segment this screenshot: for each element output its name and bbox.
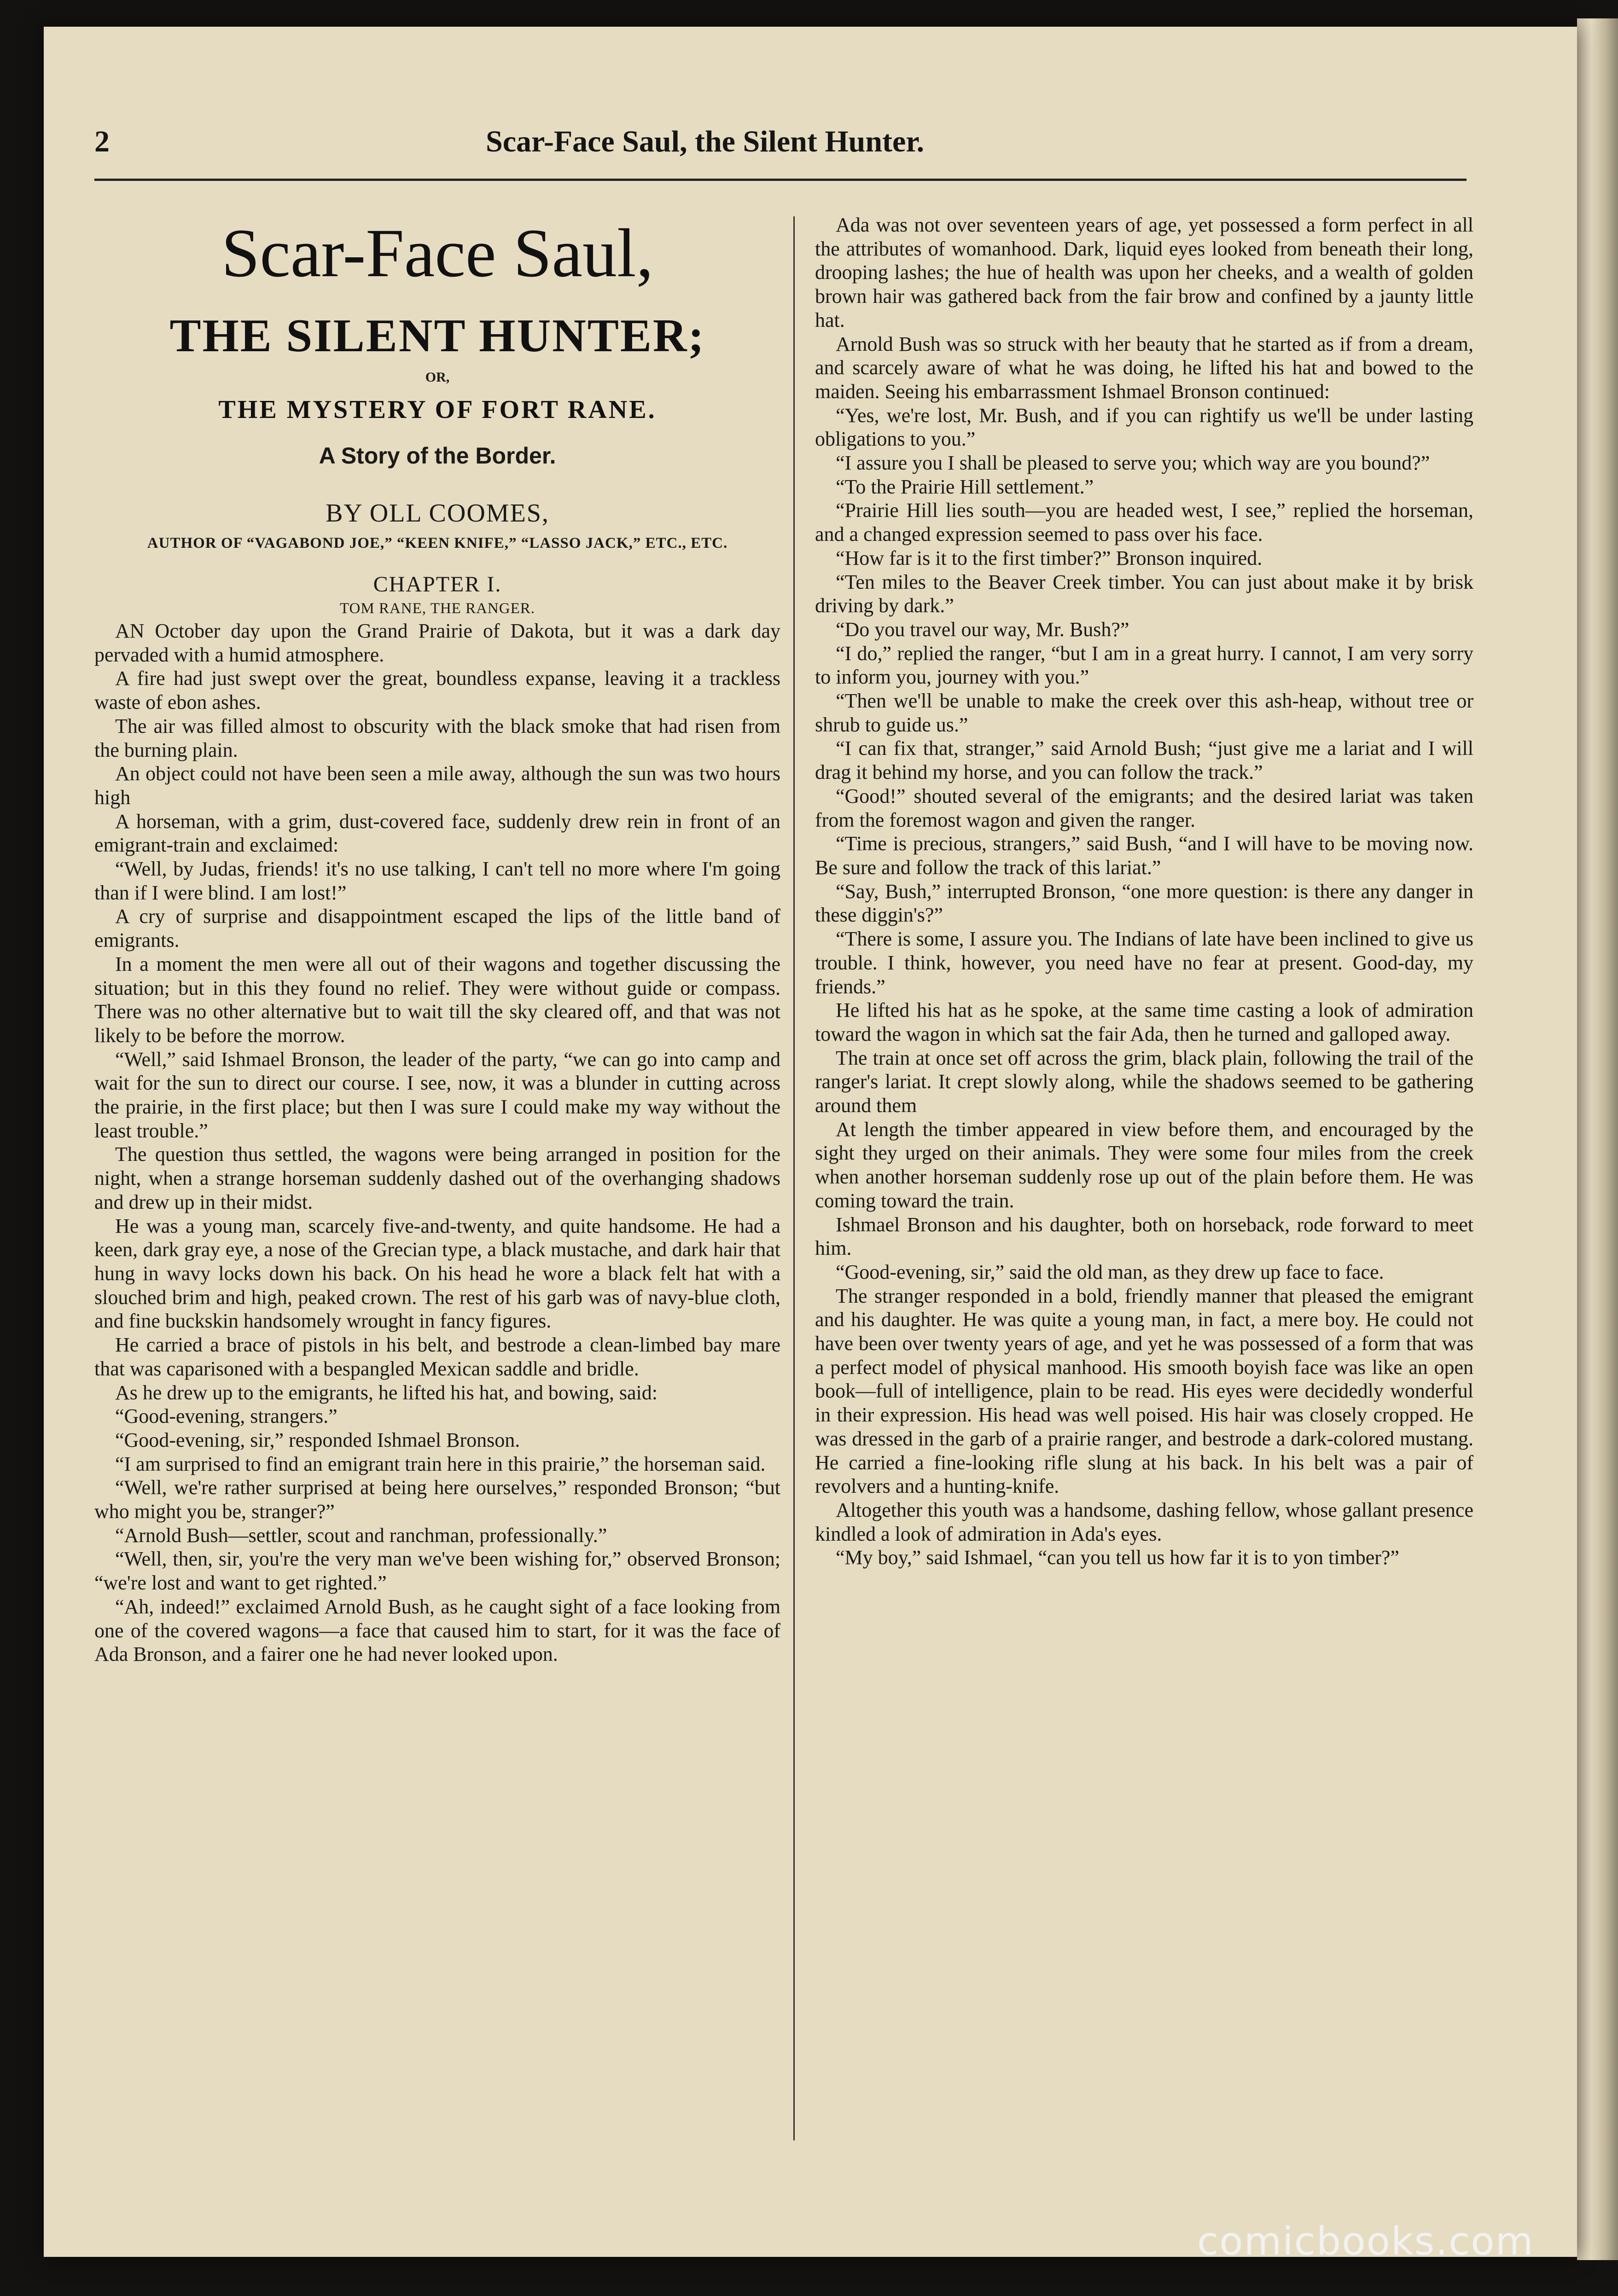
paragraph: The train at once set off across the grim, black plain, following the trail of the ranger's lariat. It crept slowly along, while the shadows seemed to be gathering around them xyxy=(815,1046,1473,1117)
chapter-title: TOM RANE, THE RANGER. xyxy=(339,600,535,617)
paragraph: He was a young man, scarcely five-and-twenty, and quite handsome. He had a keen, dark gray eye, a nose of the Grecian type, a black mustache, and dark hair that hung in wavy locks down his back. On his head he wore a black felt hat with a slouched brim and high, peaked crown. The rest of his garb was of navy-blue cloth, and fine buckskin handsomely wrought in fancy figures. xyxy=(94,1214,780,1333)
paragraph: “I am surprised to find an emigrant train here in this prairie,” the horseman said. xyxy=(115,1452,766,1475)
paragraph: “Well, we're rather surprised at being here ourselves,” responded Bronson; “but who might you be, stranger?” xyxy=(94,1476,780,1523)
paragraph: He carried a brace of pistols in his belt, and bestrode a clean-limbed bay mare that was caparisoned with a bespangled Mexican saddle and bridle. xyxy=(94,1334,780,1380)
paragraph: “I assure you I shall be pleased to serve you; which way are you bound?” xyxy=(836,452,1430,475)
paragraph: “Ah, indeed!” exclaimed Arnold Bush, as he caught sight of a face looking from one of the covered wagons—a face that caused him to start, for it was the face of Ada Bronson, and a fairer one he had never looked upon. xyxy=(94,1595,780,1666)
site-watermark: comicbooks.com xyxy=(1197,2219,1534,2264)
paragraph: The stranger responded in a bold, friendly manner that pleased the emigrant and his daughter. He was quite a young man, in fact, a mere boy. He could not have been over twenty years of age, and yet he was possessed of a form that was a perfect model of physical manhood. His smooth boyish face was like an open book—full of intelligence, plain to be read. His eyes were decidedly wonderful in their expression. His head was well poised. His hair was closely cropped. He was dressed in the garb of a prairie ranger, and bestrode a dark-colored mustang. He carried a fine-looking rifle slung at his back. In his belt was a pair of revolvers and a hunting-knife. xyxy=(815,1284,1473,1498)
paragraph: “Say, Bush,” interrupted Bronson, “one more question: is there any danger in these diggin's?” xyxy=(815,880,1473,927)
paragraph: He lifted his hat as he spoke, at the same time casting a look of admiration toward the wagon in which sat the fair Ada, then he turned and galloped away. xyxy=(815,999,1473,1045)
paragraph: “Good!” shouted several of the emigrants; and the desired lariat was taken from the foremost wagon and given the ranger. xyxy=(815,784,1473,831)
chapter-heading: CHAPTER I. xyxy=(373,572,502,597)
paragraph: “Well, by Judas, friends! it's no use talking, I can't tell no more where I'm going than if I were blind. I am lost!” xyxy=(94,858,780,904)
paragraph: “Well,” said Ishmael Bronson, the leader of the party, “we can go into camp and wait for the sun to direct our course. I see, now, it was a blunder in cutting across the prairie, in the first place; but then I was sure I could make my way without the least trouble.” xyxy=(94,1048,780,1142)
paragraph: “Then we'll be unable to make the creek over this ash-heap, without tree or shrub to guide us.” xyxy=(815,690,1473,736)
page-number: 2 xyxy=(94,125,110,158)
title-or: OR, xyxy=(425,370,450,385)
paragraph: “Good-evening, sir,” said the old man, as they drew up face to face. xyxy=(836,1260,1384,1283)
column-divider xyxy=(793,216,795,2140)
right-column xyxy=(815,213,1473,1570)
paragraph: Arnold Bush was so struck with her beauty that he started as if from a dream, and scarcely aware of what he was doing, he lifted his hat and bowed to the maiden. Seeing his embarrassment Ishmael Bronson continued: xyxy=(815,332,1473,403)
paragraph: A cry of surprise and disappointment escaped the lips of the little band of emigrants. xyxy=(94,905,780,952)
paragraph: “Well, then, sir, you're the very man we've been wishing for,” observed Bronson; “we're lost and want to get righted.” xyxy=(94,1548,780,1594)
running-title: Scar-Face Saul, the Silent Hunter. xyxy=(486,125,925,158)
header-rule xyxy=(94,179,1467,181)
paragraph: The question thus settled, the wagons were being arranged in position for the night, when a strange horseman suddenly dashed out of the overhanging shadows and drew up in their midst. xyxy=(94,1143,780,1213)
paragraph: As he drew up to the emigrants, he lifted his hat, and bowing, said: xyxy=(115,1381,658,1404)
paragraph: “Time is precious, strangers,” said Bush, “and I will have to be moving now. Be sure and follow the track of this lariat.” xyxy=(815,832,1473,879)
page-spine-edge xyxy=(1577,18,1618,2260)
paragraph: A horseman, with a grim, dust-covered face, suddenly drew rein in front of an emigrant-train and exclaimed: xyxy=(94,810,780,857)
paragraph: “I do,” replied the ranger, “but I am in a great hurry. I cannot, I am very sorry to inform you, journey with you.” xyxy=(815,642,1473,689)
paragraph: “I can fix that, stranger,” said Arnold Bush; “just give me a lariat and I will drag it behind my horse, and you can follow the track.” xyxy=(815,737,1473,784)
paragraph: “My boy,” said Ishmael, “can you tell us how far it is to yon timber?” xyxy=(836,1546,1399,1569)
alternate-title: THE MYSTERY OF FORT RANE. xyxy=(218,395,657,424)
paragraph: “Good-evening, sir,” responded Ishmael Bronson. xyxy=(115,1428,520,1451)
paragraph: “Good-evening, strangers.” xyxy=(115,1405,338,1428)
paragraph: “To the Prairie Hill settlement.” xyxy=(836,475,1094,498)
paragraph: A fire had just swept over the great, boundless expanse, leaving it a trackless waste of ebon ashes. xyxy=(94,667,780,714)
story-title: Scar-Face Saul, xyxy=(221,215,654,291)
paragraph: At length the timber appeared in view before them, and encouraged by the sight they urged on their animals. They were some four miles from the creek when another horseman suddenly rose up out of the plain before them. He was coming toward the train. xyxy=(815,1118,1473,1212)
paragraph: “There is some, I assure you. The Indians of late have been inclined to give us trouble. I think, however, you need have no fear at present. Good-day, my friends.” xyxy=(815,928,1473,998)
paragraph: “Yes, we're lost, Mr. Bush, and if you can rightify us we'll be under lasting obligations to you.” xyxy=(815,404,1473,451)
paragraph: Ishmael Bronson and his daughter, both on horseback, rode forward to meet him. xyxy=(815,1213,1473,1260)
paragraph: AN October day upon the Grand Prairie of Dakota, but it was a dark day pervaded with a humid atmosphere. xyxy=(94,620,780,666)
story-tagline: A Story of the Border. xyxy=(319,443,556,469)
paragraph: “Arnold Bush—settler, scout and ranchman, professionally.” xyxy=(115,1524,607,1547)
paragraph: “Ten miles to the Beaver Creek timber. You can just about make it by brisk driving by dark.” xyxy=(815,570,1473,617)
paragraph: In a moment the men were all out of their wagons and together discussing the situation; but in this they found no relief. They were without guide or compass. There was no other alternative but to wait till the sky cleared off, and that was not likely to be before the morrow. xyxy=(94,952,780,1047)
paragraph: Altogether this youth was a handsome, dashing fellow, whose gallant presence kindled a look of admiration in Ada's eyes. xyxy=(815,1498,1473,1545)
paragraph: Ada was not over seventeen years of age, yet possessed a form perfect in all the attributes of womanhood. Dark, liquid eyes looked from beneath their long, drooping lashes; the hue of health was upon her cheeks, and a wealth of golden brown hair was gathered back from the fair brow and confined by a jaunty little hat. xyxy=(815,214,1473,331)
story-subtitle: THE SILENT HUNTER; xyxy=(169,310,705,362)
author-credits: AUTHOR OF “VAGABOND JOE,” “KEEN KNIFE,” “LASSO JACK,” ETC., ETC. xyxy=(147,535,728,551)
paragraph: “Do you travel our way, Mr. Bush?” xyxy=(836,618,1129,641)
running-header xyxy=(94,124,1467,170)
paragraph: “Prairie Hill lies south—you are headed west, I see,” replied the horseman, and a changed expression seemed to pass over his face. xyxy=(815,499,1473,546)
paragraph: “How far is it to the first timber?” Bronson inquired. xyxy=(836,546,1263,569)
paragraph: An object could not have been seen a mile away, although the sun was two hours high xyxy=(94,762,780,809)
paragraph: The air was filled almost to obscurity with the black smoke that had risen from the burning plain. xyxy=(94,714,780,761)
left-column xyxy=(94,212,780,1666)
byline: BY OLL COOMES, xyxy=(326,499,549,528)
